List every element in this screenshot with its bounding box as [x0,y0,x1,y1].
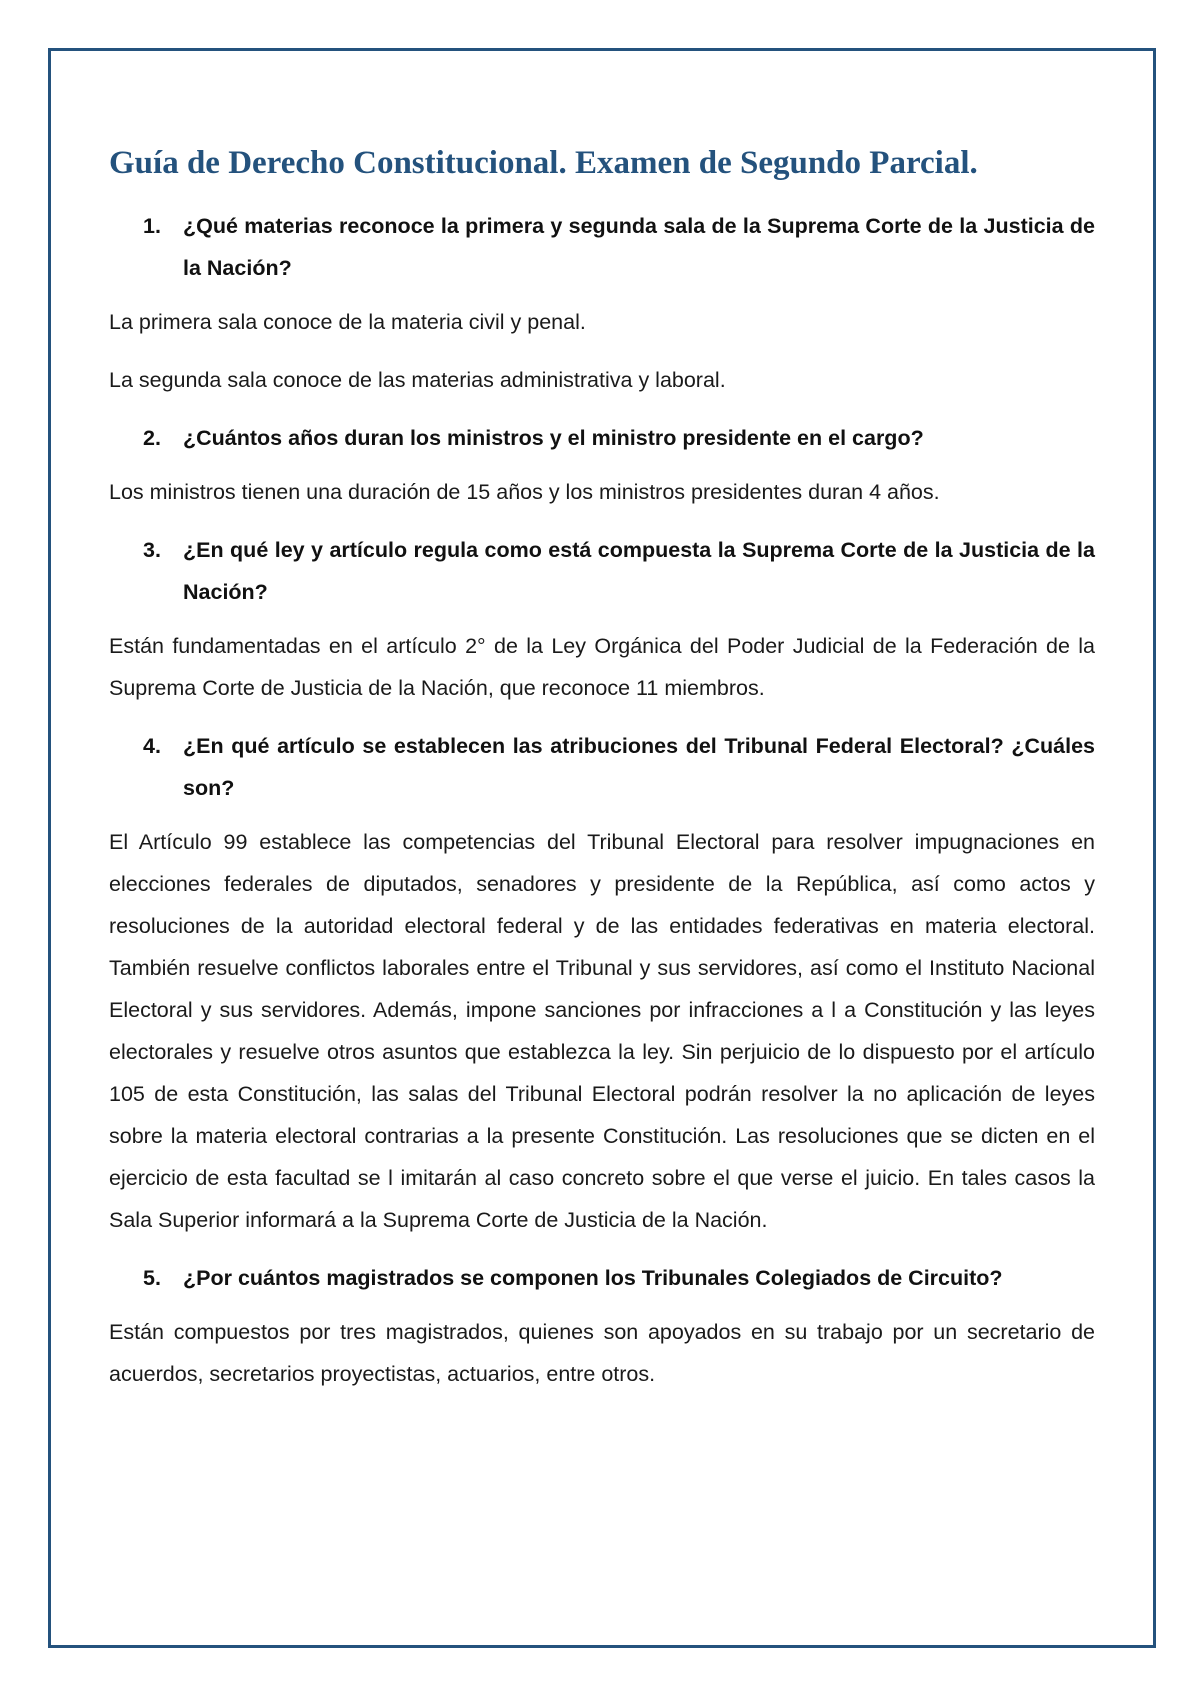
document-title: Guía de Derecho Constitucional. Examen de Segundo Parcial. [109,145,978,181]
question-number: 5. [143,1265,161,1290]
question-list [109,205,1095,1395]
question-number: 3. [143,537,161,562]
question-2 [109,417,1095,459]
question-number: 1. [143,213,161,238]
answer-paragraph: Están compuestos por tres magistrados, quienes son apoyados en su trabajo por un secretario de acuerdos, secretarios proyectistas, actuarios, entre otros. [109,1319,1095,1386]
question-number: 4. [143,733,161,758]
document-body [109,142,1095,1411]
question-text: ¿Cuántos años duran los ministros y el ministro presidente en el cargo? [183,425,924,450]
question-text: ¿En qué artículo se establecen las atribuciones del Tribunal Federal Electoral? ¿Cuáles son? [183,733,1095,800]
question-text: ¿Por cuántos magistrados se componen los Tribunales Colegiados de Circuito? [183,1265,1003,1290]
answer-paragraph: El Artículo 99 establece las competencias del Tribunal Electoral para resolver impugnaciones en elecciones federales de diputados, senadores y presidente de la República, así como actos y resoluciones de la autoridad electoral federal y de las entidades federativas en materia electoral. También resuelve conflictos laborales entre el Tribunal y sus servidores, así como el Instituto Nacional Electoral y sus servidores. Además, impone sanciones por infracciones a l a Constitución y las leyes electorales y resuelve otros asuntos que establezca la ley. Sin perjuicio de lo dispuesto por el artículo 105 de esta Constitución, las salas del Tribunal Electoral podrán resolver la no aplicación de leyes sobre la materia electoral contrarias a la presente Constitución. Las resoluciones que se dicten en el ejercicio de esta facultad se l imitarán al caso concreto sobre el que verse el juicio. En tales casos la Sala Superior informará a la Suprema Corte de Justicia de la Nación. [109,829,1095,1232]
answer-paragraph: La segunda sala conoce de las materias administrativa y laboral. [109,367,726,392]
answer-paragraph: La primera sala conoce de la materia civil y penal. [109,309,586,334]
question-4 [109,725,1095,809]
question-3 [109,529,1095,613]
question-5 [109,1257,1095,1299]
question-text: ¿Qué materias reconoce la primera y segunda sala de la Suprema Corte de la Justicia de la Nación? [183,213,1095,280]
question-1 [109,205,1095,289]
answer-paragraph: Están fundamentadas en el artículo 2° de la Ley Orgánica del Poder Judicial de la Federación de la Suprema Corte de Justicia de la Nación, que reconoce 11 miembros. [109,633,1095,700]
question-text: ¿En qué ley y artículo regula como está compuesta la Suprema Corte de la Justicia de la Nación? [183,537,1095,604]
answer-paragraph: Los ministros tienen una duración de 15 años y los ministros presidentes duran 4 años. [109,479,940,504]
question-number: 2. [143,425,161,450]
